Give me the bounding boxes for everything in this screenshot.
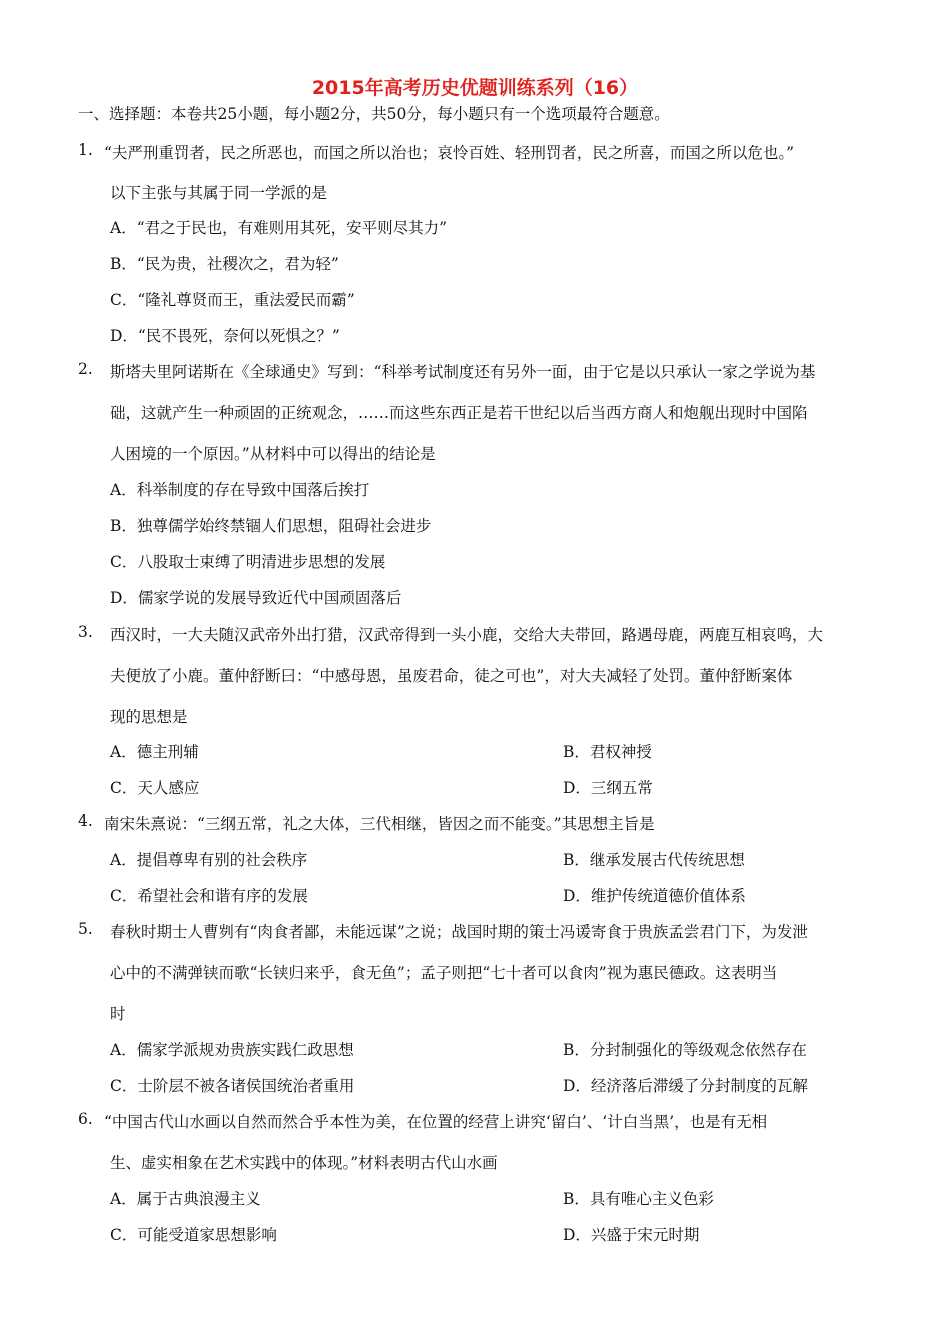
question-stem: 现的思想是	[110, 708, 188, 726]
option-b: B．君权神授	[563, 743, 652, 761]
question-stem: 斯塔夫里阿诺斯在《全球通史》写到：“科举考试制度还有另外一面，由于它是以只承认一家之学说为基	[110, 363, 816, 381]
option-d: D．儒家学说的发展导致近代中国顽固落后	[110, 589, 402, 607]
question-number: 1.	[78, 141, 93, 159]
question-number: 5.	[78, 920, 93, 938]
option-d: D．兴盛于宋元时期	[563, 1226, 700, 1244]
question-stem: 以下主张与其属于同一学派的是	[110, 184, 328, 202]
question-stem: “中国古代山水画以自然而然合乎本性为美，在位置的经营上讲究‘留白’、‘计白当黑’，也是有无相	[104, 1113, 768, 1131]
question-stem: “夫严刑重罚者，民之所恶也，而国之所以治也；哀怜百姓、轻刑罚者，民之所喜，而国之所以危也。”	[104, 144, 795, 162]
option-c: C．士阶层不被各诸侯国统治者重用	[110, 1077, 355, 1095]
option-b: B．具有唯心主义色彩	[563, 1190, 714, 1208]
option-b: B．分封制强化的等级观念依然存在	[563, 1041, 807, 1059]
question-stem: 人困境的一个原因。”从材料中可以得出的结论是	[110, 445, 436, 463]
question-stem: 时	[110, 1005, 126, 1023]
option-c: C．“隆礼尊贤而王，重法爱民而霸”	[110, 291, 355, 309]
option-b: B．继承发展古代传统思想	[563, 851, 745, 869]
question-stem: 南宋朱熹说：“三纲五常，礼之大体，三代相继，皆因之而不能变。”其思想主旨是	[104, 815, 655, 833]
option-c: C．希望社会和谐有序的发展	[110, 887, 308, 905]
option-a: A．提倡尊卑有别的社会秩序	[110, 851, 308, 869]
question-number: 2.	[78, 360, 93, 378]
option-b: B．独尊儒学始终禁锢人们思想，阻碍社会进步	[110, 517, 432, 535]
section-intro: 一、选择题：本卷共25小题，每小题2分，共50分，每小题只有一个选项最符合题意。	[78, 105, 670, 123]
question-stem: 夫便放了小鹿。董仲舒断曰：“中感母恩，虽废君命，徒之可也”，对大夫减轻了处罚。董仲舒断案体	[110, 667, 793, 685]
option-d: D．维护传统道德价值体系	[563, 887, 746, 905]
option-a: A．儒家学派规劝贵族实践仁政思想	[110, 1041, 354, 1059]
question-number: 3.	[78, 623, 93, 641]
option-a: A．德主刑辅	[110, 743, 199, 761]
question-stem: 春秋时期士人曹刿有“肉食者鄙，未能远谋”之说；战国时期的策士冯谖寄食于贵族孟尝君门下，为发泄	[110, 923, 808, 941]
option-a: A．属于古典浪漫主义	[110, 1190, 261, 1208]
question-stem: 西汉时，一大夫随汉武帝外出打猎，汉武帝得到一头小鹿，交给大夫带回，路遇母鹿，两鹿互相哀鸣，大	[110, 626, 824, 644]
option-d: D．经济落后滞缓了分封制度的瓦解	[563, 1077, 808, 1095]
option-c: C．可能受道家思想影响	[110, 1226, 277, 1244]
option-b: B．“民为贵，社稷次之，君为轻”	[110, 255, 339, 273]
option-d: D．三纲五常	[563, 779, 653, 797]
option-d: D．“民不畏死，奈何以死惧之？”	[110, 327, 340, 345]
option-c: C．天人感应	[110, 779, 200, 797]
question-stem: 础，这就产生一种顽固的正统观念，……而这些东西正是若干世纪以后当西方商人和炮舰出现时中国陷	[110, 404, 808, 422]
question-number: 4.	[78, 812, 93, 830]
question-stem: 生、虚实相象在艺术实践中的体现。”材料表明古代山水画	[110, 1154, 498, 1172]
page-title: 2015年高考历史优题训练系列（16）	[311, 77, 639, 99]
question-number: 6.	[78, 1110, 93, 1128]
question-stem: 心中的不满弹铗而歌“长铗归来乎，食无鱼”；孟子则把“七十者可以食肉”视为惠民德政。这表明当	[110, 964, 778, 982]
option-a: A．科举制度的存在导致中国落后挨打	[110, 481, 370, 499]
option-a: A．“君之于民也，有难则用其死，安平则尽其力”	[110, 219, 448, 237]
option-c: C．八股取士束缚了明清进步思想的发展	[110, 553, 386, 571]
